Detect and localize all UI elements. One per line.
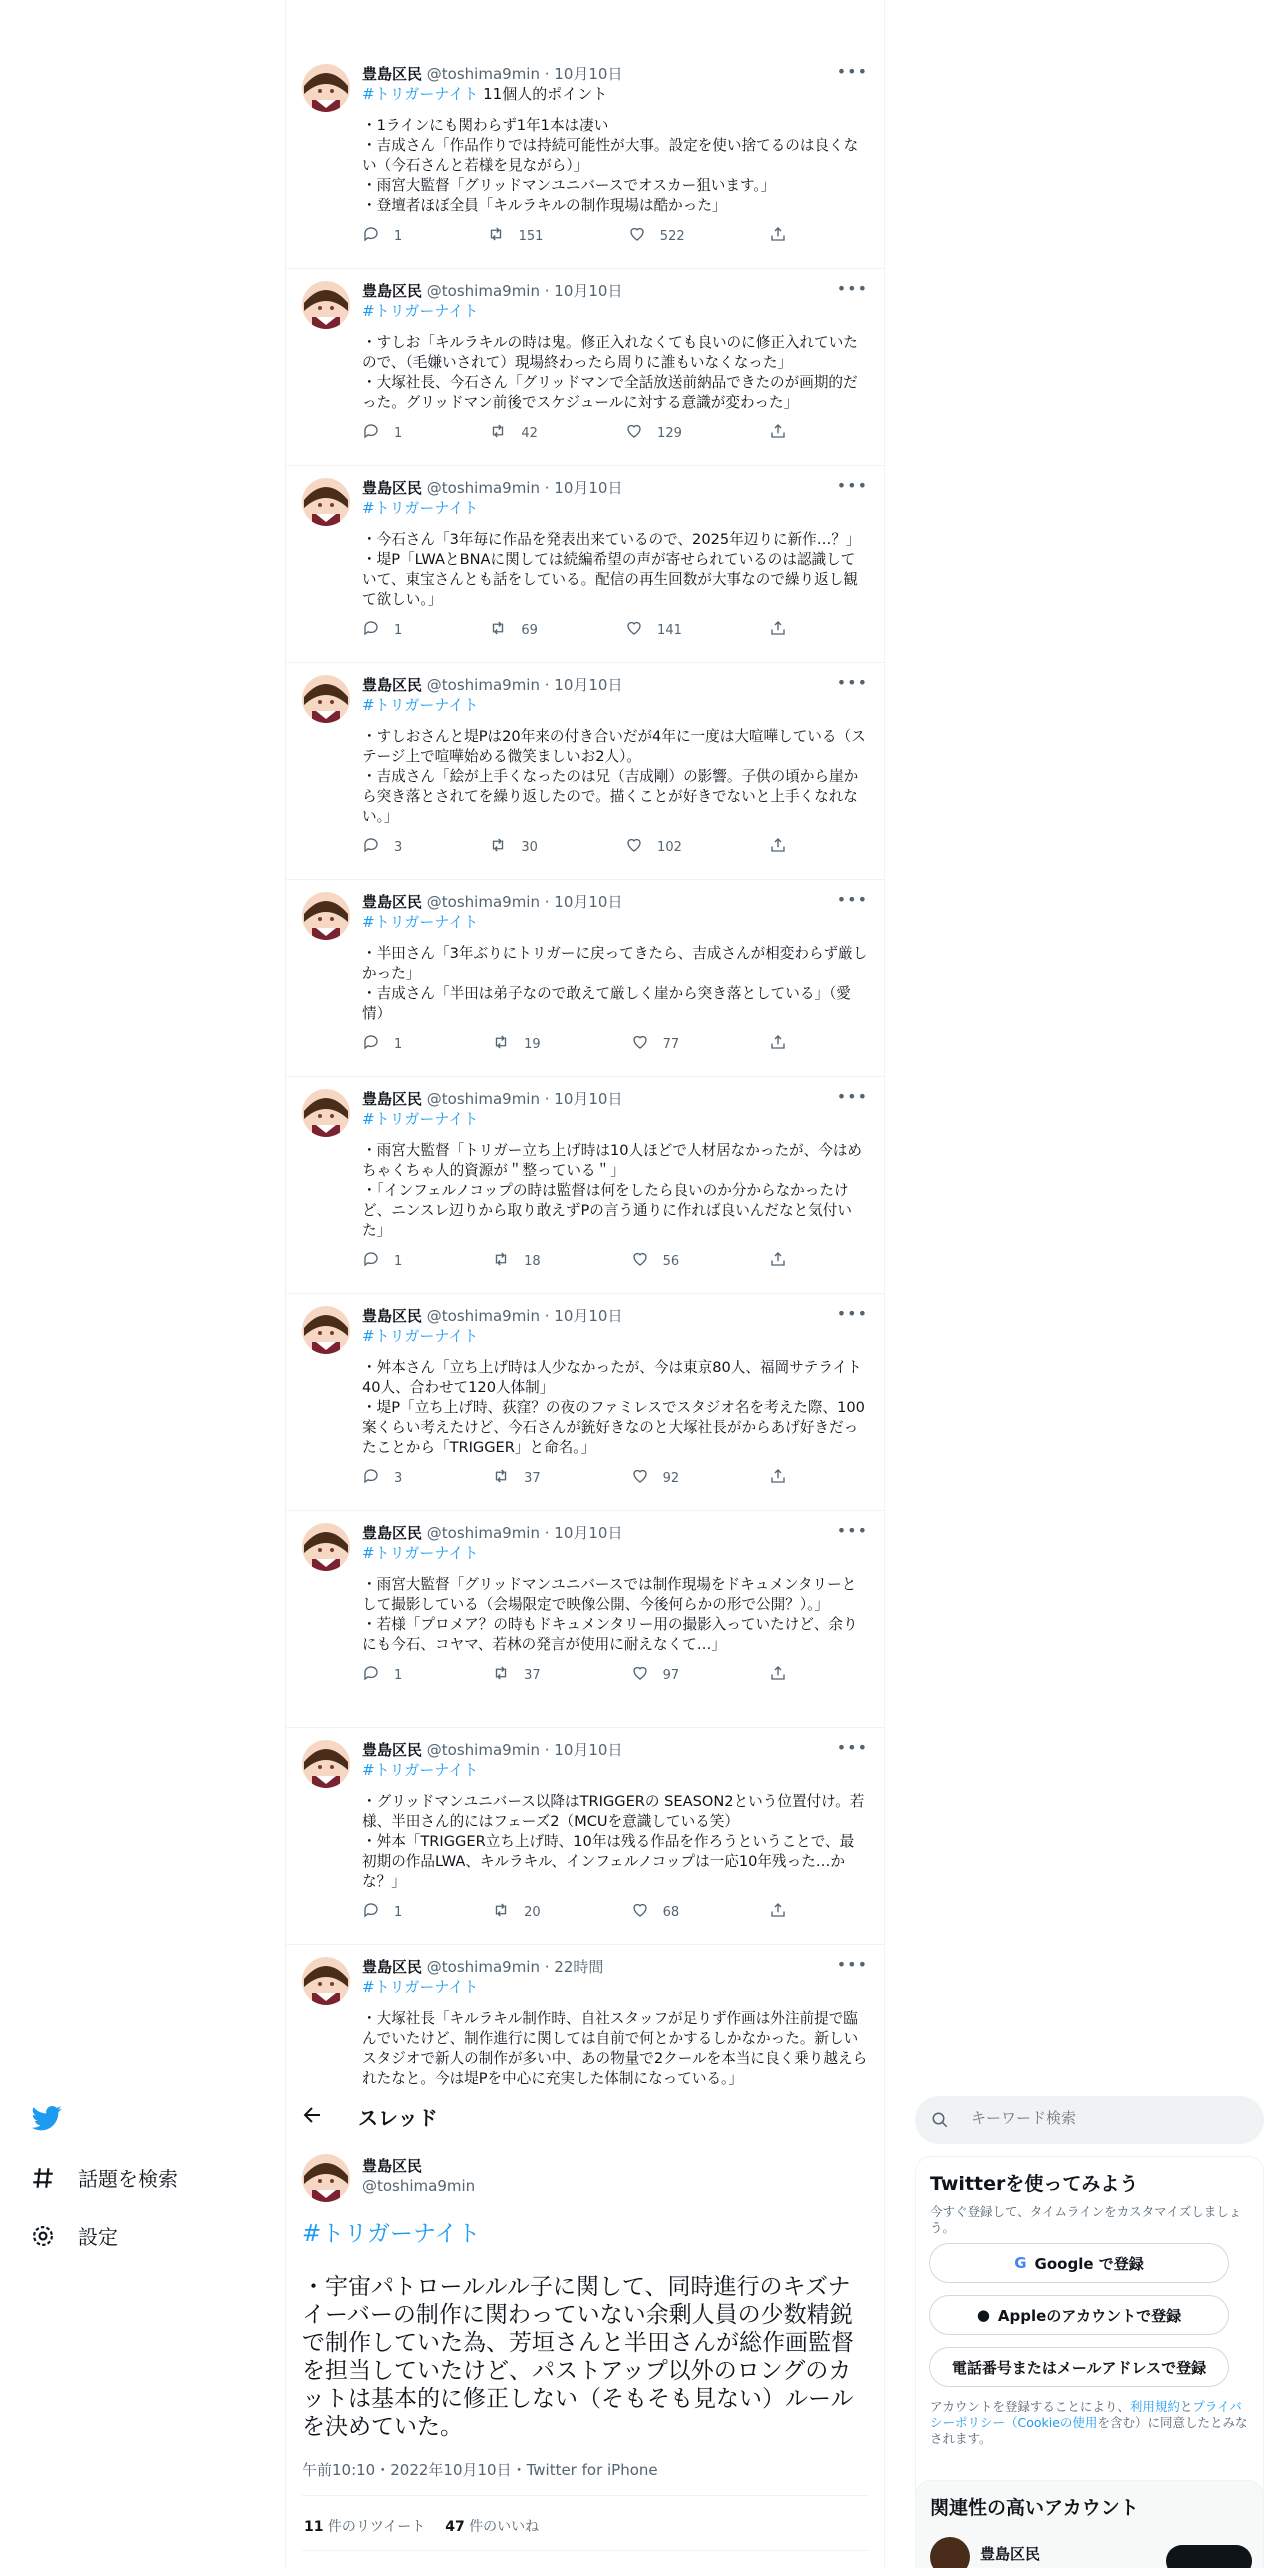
- tweet-actions: [362, 1034, 787, 1054]
- avatar[interactable]: [302, 675, 350, 723]
- author-handle[interactable]: @toshima9min: [362, 2177, 476, 2195]
- tweet-text: ・すしおさんと堤Pは20年来の付き合いだが4年に一度は大喧嘩している（ステージ上で喧嘩始める微笑ましいお2人）。 ・吉成さん「絵が上手くなったのは兄（吉成剛）の影響。子供の頃から崖から突き落とされてを繰り返したので。描くことが好きでないと上手くなれない。」: [362, 728, 866, 825]
- hashtag-link[interactable]: #トリガーナイト: [362, 1327, 479, 1345]
- retweet-button[interactable]: [492, 1901, 541, 1923]
- tweet-actions: [362, 1665, 787, 1685]
- retweet-count: 19: [524, 1036, 541, 1052]
- search-icon: [931, 2111, 949, 2133]
- google-signup-button[interactable]: G Google で登録: [929, 2243, 1229, 2283]
- share-button[interactable]: [769, 1033, 787, 1055]
- tweet-text: ・グリッドマンユニバース以降はTRIGGERの SEASON2という位置付け。若様、半田さん的にはフェーズ2（MCUを意識している笑） ・舛本「TRIGGER立ち上げ時、10年は残る作品を作ろうということで、最初期の作品LWA、キルラキル、インフェルノコップは一応10年残った…かな？」: [362, 1793, 865, 1890]
- like-button[interactable]: [625, 422, 682, 444]
- tweet-date[interactable]: 10月10日: [554, 1307, 623, 1325]
- thread-header: [286, 2088, 884, 2145]
- tweet[interactable]: [286, 1294, 884, 1511]
- tweet-text: ・1ラインにも関わらず1年1本は凄い ・吉成さん「作品作りでは持続可能性が大事。設定を使い捨てるのは良くない（今石さんと若様を見ながら）」 ・雨宮大監督「グリッドマンユニバースでオスカー狙います。」 ・登壇者ほぼ全員「キルラキルの制作現場は酷かった」: [362, 117, 859, 214]
- retweet-stat[interactable]: 11 件のリツイート: [304, 2519, 426, 2535]
- nav-explore[interactable]: [30, 2163, 178, 2192]
- tweet-body: [362, 1523, 868, 1685]
- reply-count: 3: [394, 839, 403, 855]
- tweet-date[interactable]: 10月10日: [554, 1524, 623, 1542]
- tweet[interactable]: [286, 269, 884, 466]
- share-icon: [769, 1467, 787, 1489]
- share-button[interactable]: [769, 422, 787, 444]
- tweet-body: [362, 1740, 868, 1922]
- tweet-text: ・すしお「キルラキルの時は鬼。修正入れなくても良いのに修正入れていたので、（毛嫌いされて）現場終わったら周りに誰もいなくなった」 ・大塚社長、今石さん「グリッドマンで全話放送前納品できたのが画期的だった。グリッドマン前後でスケジュールに対する意識が変わった」: [362, 334, 858, 411]
- author-handle[interactable]: @toshima9min: [426, 676, 540, 694]
- tweet-body: [362, 64, 868, 246]
- retweet-count: 151: [518, 228, 544, 244]
- share-button[interactable]: [769, 1250, 787, 1272]
- like-button[interactable]: [631, 1250, 680, 1272]
- author-name[interactable]: 豊島区民: [362, 1307, 423, 1325]
- heart-icon: [625, 422, 643, 444]
- hashtag-link[interactable]: #トリガーナイト: [362, 913, 479, 931]
- tweet-body: [362, 1306, 868, 1488]
- tweet[interactable]: [286, 1728, 884, 1945]
- retweet-button[interactable]: [489, 836, 538, 858]
- like-count: 141: [657, 622, 682, 638]
- retweet-icon: [489, 836, 507, 858]
- follow-button[interactable]: [1166, 2545, 1252, 2568]
- share-icon: [769, 1033, 787, 1055]
- tweet-header: 豊島区民 @toshima9min · 10月10日 •••: [362, 1087, 868, 1108]
- apple-icon: ●: [976, 2306, 990, 2324]
- tweet-date[interactable]: 10月10日: [554, 1090, 623, 1108]
- phone-signup-button[interactable]: 電話番号またはメールアドレスで登録: [929, 2347, 1229, 2387]
- avatar[interactable]: [302, 1306, 350, 1354]
- more-icon[interactable]: •••: [836, 279, 868, 298]
- reply-count: 1: [394, 425, 403, 441]
- tweet-body: [362, 478, 868, 640]
- heart-icon: [631, 1250, 649, 1272]
- reply-icon: [362, 1250, 380, 1272]
- avatar[interactable]: [302, 281, 350, 329]
- retweet-button[interactable]: [492, 1033, 541, 1055]
- hashtag-line: [362, 498, 868, 518]
- page-title: スレッド: [358, 2106, 438, 2130]
- more-icon[interactable]: •••: [836, 1521, 868, 1540]
- author-handle[interactable]: @toshima9min: [426, 282, 540, 300]
- like-button[interactable]: [625, 619, 682, 641]
- share-icon: [769, 1250, 787, 1272]
- nav-settings-label: 設定: [78, 2225, 118, 2249]
- reply-button[interactable]: [362, 1033, 402, 1055]
- reply-count: 3: [394, 1470, 403, 1486]
- tweet-body: [362, 281, 868, 443]
- reply-button[interactable]: [362, 1664, 402, 1686]
- reply-button[interactable]: [362, 1467, 402, 1489]
- heart-icon: [631, 1033, 649, 1055]
- tweet-actions: [362, 226, 787, 246]
- tweet[interactable]: [286, 663, 884, 880]
- reply-icon: [362, 836, 380, 858]
- reply-button[interactable]: [362, 422, 402, 444]
- tweet-text: ・舛本さん「立ち上げ時は人少なかったが、今は東京80人、福岡サテライト40人、合わせて120人体制」 ・堤P「立ち上げ時、荻窪？の夜のファミレスでスタジオ名を考えた際、100案くらい考えたけど、今石さんが銃好きなのと大塚社長がからあげ好きだったことから「TRIGGER」と命名。」: [362, 1359, 865, 1456]
- more-icon[interactable]: •••: [836, 673, 868, 692]
- tweet-actions: [362, 837, 787, 857]
- reply-count: 1: [394, 1253, 403, 1269]
- heart-icon: [631, 1664, 649, 1686]
- retweet-button[interactable]: [492, 1664, 541, 1686]
- tweet-header: 豊島区民 @toshima9min · 10月10日 •••: [362, 1304, 868, 1325]
- retweet-button[interactable]: [492, 1467, 541, 1489]
- tweet-actions: [362, 423, 787, 443]
- author-name[interactable]: 豊島区民: [362, 893, 423, 911]
- tweet-date[interactable]: 10月10日: [554, 676, 623, 694]
- reply-icon: [362, 225, 380, 247]
- reply-icon: [362, 1033, 380, 1055]
- like-button[interactable]: [631, 1033, 680, 1055]
- retweet-icon: [487, 225, 505, 247]
- like-button[interactable]: [628, 225, 685, 247]
- more-icon[interactable]: •••: [836, 890, 868, 909]
- tweet-header: 豊島区民 @toshima9min · 10月10日 •••: [362, 62, 868, 83]
- engagement-stats: [304, 2516, 539, 2536]
- like-count: 68: [662, 1904, 680, 1920]
- related-avatar[interactable]: [930, 2537, 970, 2568]
- more-icon[interactable]: •••: [836, 62, 868, 81]
- more-icon[interactable]: •••: [836, 1738, 868, 1757]
- share-button[interactable]: [769, 619, 787, 641]
- tweet-date[interactable]: 10月10日: [554, 282, 623, 300]
- retweet-count: 18: [524, 1253, 541, 1269]
- retweet-icon: [489, 422, 507, 444]
- right-sidebar: [885, 2088, 1284, 2568]
- hashtag-line: [362, 1977, 868, 1997]
- tweet-actions: [362, 1902, 787, 1922]
- retweet-button[interactable]: [487, 225, 544, 247]
- reply-count: 1: [394, 1667, 403, 1683]
- avatar[interactable]: [302, 1523, 350, 1571]
- tweet-header: 豊島区民 @toshima9min · 22時間 •••: [362, 1955, 868, 1976]
- tweet-header: 豊島区民 @toshima9min · 10月10日 •••: [362, 279, 868, 300]
- twitter-logo-icon[interactable]: [32, 2103, 62, 2133]
- hashtag-link[interactable]: #トリガーナイト: [362, 696, 479, 714]
- author-handle[interactable]: @toshima9min: [426, 65, 540, 83]
- reply-count: 1: [394, 622, 403, 638]
- hashtag-link[interactable]: #トリガーナイト: [362, 1544, 479, 1562]
- retweet-icon: [492, 1467, 510, 1489]
- share-button[interactable]: [769, 1901, 787, 1923]
- author-handle[interactable]: @toshima9min: [426, 1741, 540, 1759]
- hashtag-link[interactable]: #トリガーナイト: [362, 1110, 479, 1128]
- left-sidebar: [0, 0, 285, 2568]
- signup-title: Twitterを使ってみよう: [930, 2173, 1139, 2195]
- tweet[interactable]: [286, 1945, 884, 2088]
- like-count: 92: [662, 1470, 680, 1486]
- more-icon[interactable]: •••: [836, 476, 868, 495]
- back-arrow-icon[interactable]: [300, 2103, 328, 2131]
- tweet-header: 豊島区民 @toshima9min · 10月10日 •••: [362, 890, 868, 911]
- reply-count: 1: [394, 228, 403, 244]
- retweet-icon: [492, 1901, 510, 1923]
- tweet-header: 豊島区民 @toshima9min · 10月10日 •••: [362, 1521, 868, 1542]
- like-button[interactable]: [631, 1901, 680, 1923]
- tweet-body: [362, 1957, 868, 2088]
- tweet-text: ・宇宙パトロールルル子に関して、同時進行のキズナイーバーの制作に関わっていない余剰人員の少数精鋭で制作していた為、芳垣さんと半田さんが総作画監督を担当していたけど、パストアップ以外のロングのカットは基本的に修正しない（そもそも見ない）ルールを決めていた。: [302, 2274, 854, 2440]
- tweet-header: 豊島区民 @toshima9min · 10月10日 •••: [362, 673, 868, 694]
- avatar[interactable]: [302, 2154, 350, 2202]
- tweet[interactable]: [286, 466, 884, 663]
- author-handle[interactable]: @toshima9min: [426, 479, 540, 497]
- retweet-count: 30: [521, 839, 538, 855]
- avatar[interactable]: [302, 1740, 350, 1788]
- tweet-date[interactable]: 10月10日: [554, 1741, 623, 1759]
- author-name[interactable]: 豊島区民: [362, 1524, 423, 1542]
- hashtag-link[interactable]: #トリガーナイト: [362, 499, 479, 517]
- share-icon: [769, 619, 787, 641]
- author-name[interactable]: 豊島区民: [362, 1958, 423, 1976]
- heart-icon: [625, 836, 643, 858]
- tweet[interactable]: [286, 880, 884, 1077]
- retweet-button[interactable]: [489, 422, 538, 444]
- related-name[interactable]: 豊島区民: [980, 2545, 1041, 2563]
- author-handle[interactable]: @toshima9min: [426, 1524, 540, 1542]
- retweet-icon: [492, 1664, 510, 1686]
- author-handle[interactable]: @toshima9min: [426, 1958, 540, 1976]
- heart-icon: [625, 619, 643, 641]
- reply-icon: [362, 422, 380, 444]
- related-accounts-card: [915, 2480, 1264, 2568]
- tweet-body: [362, 1089, 868, 1271]
- hashtag-icon: [30, 2165, 56, 2191]
- hashtag-line: [362, 1326, 868, 1346]
- avatar[interactable]: [302, 1957, 350, 2005]
- more-icon[interactable]: •••: [836, 1304, 868, 1323]
- like-button[interactable]: [631, 1467, 680, 1489]
- retweet-count: 37: [524, 1470, 541, 1486]
- hashtag-line: [362, 1109, 868, 1129]
- tweet-body: [362, 892, 868, 1054]
- like-count: 129: [657, 425, 682, 441]
- like-stat[interactable]: 47 件のいいね: [445, 2519, 540, 2535]
- related-title: 関連性の高いアカウント: [930, 2497, 1139, 2519]
- nav-settings[interactable]: [30, 2221, 118, 2250]
- share-icon: [769, 1901, 787, 1923]
- hashtag-link[interactable]: #トリガーナイト: [362, 302, 479, 320]
- retweet-count: 69: [521, 622, 538, 638]
- author-name[interactable]: 豊島区民: [362, 1741, 423, 1759]
- share-button[interactable]: [769, 225, 787, 247]
- like-count: 522: [659, 228, 685, 244]
- author-handle[interactable]: @toshima9min: [426, 1090, 540, 1108]
- tweet-date[interactable]: 10月10日: [554, 893, 623, 911]
- tweet-date[interactable]: 22時間: [554, 1958, 604, 1976]
- tweet-text: ・今石さん「3年毎に作品を発表出来ているので、2025年辺りに新作…？」 ・堤P「LWAとBNAに関しては続編希望の声が寄せられているのは認識していて、東宝さんとも話をしている。配信の再生回数が大事なので繰り返し観て欲しい。」: [362, 531, 861, 608]
- hashtag-suffix: 11個人的ポイント: [478, 85, 608, 103]
- avatar[interactable]: [302, 1089, 350, 1137]
- share-icon: [769, 225, 787, 247]
- hashtag-line: [362, 301, 868, 321]
- main-column: [285, 0, 885, 2568]
- author-name[interactable]: 豊島区民: [362, 65, 423, 83]
- terms-link[interactable]: 利用規約: [1129, 2399, 1180, 2414]
- author-handle[interactable]: @toshima9min: [426, 1307, 540, 1325]
- hashtag-line: [362, 1543, 868, 1563]
- tweet[interactable]: [286, 52, 884, 269]
- avatar[interactable]: [302, 892, 350, 940]
- privacy-link[interactable]: プライバシーポリシー（Cookieの使用: [930, 2399, 1242, 2430]
- reply-button[interactable]: [362, 619, 402, 641]
- reply-icon: [362, 1901, 380, 1923]
- retweet-icon: [492, 1250, 510, 1272]
- search-box[interactable]: [915, 2096, 1264, 2144]
- tweet-actions: [362, 1251, 787, 1271]
- tweet-text: ・大塚社長「キルラキル制作時、自社スタッフが足りず作画は外注前提で臨んでいたけど、制作進行に関しては自前で何とかするしかなかった。新しいスタジオで新人の制作が多い中、あの物量で2クールを本当に良く乗り越えられたなと。今は堤Pを中心に充実した体制になっている。」: [362, 2010, 868, 2087]
- tweet-body: [362, 675, 868, 857]
- apple-signup-button[interactable]: ● Appleのアカウントで登録: [929, 2295, 1229, 2335]
- retweet-icon: [489, 619, 507, 641]
- author-name[interactable]: 豊島区民: [362, 479, 423, 497]
- like-button[interactable]: [625, 836, 682, 858]
- hashtag-link[interactable]: #トリガーナイト: [362, 1978, 479, 1996]
- retweet-button[interactable]: [489, 619, 538, 641]
- retweet-button[interactable]: [492, 1250, 541, 1272]
- tweet-text: ・半田さん「3年ぶりにトリガーに戻ってきたら、吉成さんが相変わらず厳しかった」 ・吉成さん「半田は弟子なので敢えて厳しく崖から突き落としている」（愛情）: [362, 945, 868, 1022]
- share-icon: [769, 422, 787, 444]
- share-icon: [769, 836, 787, 858]
- reply-count: 1: [394, 1904, 403, 1920]
- heart-icon: [628, 225, 646, 247]
- terms-text: アカウントを登録することにより、利用規約とプライバシーポリシー（Cookieの使用を含む）に同意したとみなされます。: [930, 2399, 1248, 2446]
- heart-icon: [631, 1467, 649, 1489]
- signup-desc: 今すぐ登録して、タイムラインをカスタマイズしましょう。: [930, 2204, 1242, 2235]
- hashtag-line: [362, 695, 868, 715]
- reply-icon: [362, 1467, 380, 1489]
- retweet-count: 20: [524, 1904, 541, 1920]
- hashtag-line: [362, 912, 868, 932]
- author-name[interactable]: 豊島区民: [362, 2157, 423, 2175]
- like-count: 102: [657, 839, 682, 855]
- reply-button[interactable]: [362, 1250, 402, 1272]
- tweet[interactable]: [286, 1511, 884, 1728]
- retweet-count: 37: [524, 1667, 541, 1683]
- like-button[interactable]: [631, 1664, 680, 1686]
- reply-button[interactable]: [362, 1901, 402, 1923]
- reply-button[interactable]: [362, 225, 402, 247]
- more-icon[interactable]: •••: [836, 1955, 868, 1974]
- reply-count: 1: [394, 1036, 403, 1052]
- tweet[interactable]: [286, 1077, 884, 1294]
- hashtag-line: [362, 1760, 868, 1780]
- tweet-text: ・雨宮大監督「トリガー立ち上げ時は10人ほどで人材居なかったが、今はめちゃくちゃ人的資源が＂整っている＂」 ・「インフェルノコップの時は監督は何をしたら良いのか分からなかったけど、ニンスレ辺りから取り敢えずPの言う通りに作れば良いんだなと気付いた」: [362, 1142, 863, 1239]
- hashtag-link[interactable]: #トリガーナイト: [362, 85, 479, 103]
- author-name[interactable]: 豊島区民: [362, 282, 423, 300]
- tweet-header: 豊島区民 @toshima9min · 10月10日 •••: [362, 476, 868, 497]
- tweet-actions: [362, 620, 787, 640]
- focused-tweet: [286, 2088, 884, 2568]
- like-count: 56: [662, 1253, 680, 1269]
- avatar[interactable]: [302, 478, 350, 526]
- gear-icon: [30, 2223, 56, 2249]
- hashtag-line: [362, 84, 868, 104]
- google-icon: G: [1014, 2254, 1027, 2272]
- avatar[interactable]: [302, 64, 350, 112]
- heart-icon: [631, 1901, 649, 1923]
- share-icon: [769, 1664, 787, 1686]
- reply-icon: [362, 619, 380, 641]
- retweet-count: 42: [521, 425, 538, 441]
- share-button[interactable]: [769, 1664, 787, 1686]
- top-bar: [286, 0, 884, 52]
- tweet-meta[interactable]: 午前10:10・2022年10月10日・Twitter for iPhone: [302, 2461, 658, 2479]
- reply-icon: [362, 1664, 380, 1686]
- more-icon[interactable]: •••: [836, 1087, 868, 1106]
- like-count: 97: [662, 1667, 680, 1683]
- share-button[interactable]: [769, 836, 787, 858]
- search-input[interactable]: [971, 2109, 1231, 2127]
- hashtag-link[interactable]: #トリガーナイト: [362, 1761, 479, 1779]
- tweet-date[interactable]: 10月10日: [554, 479, 623, 497]
- thread-list: [286, 52, 884, 2088]
- tweet-header: 豊島区民 @toshima9min · 10月10日 •••: [362, 1738, 868, 1759]
- tweet-actions: [362, 1468, 787, 1488]
- reply-button[interactable]: [362, 836, 402, 858]
- hashtag-link[interactable]: #トリガーナイト: [302, 2221, 481, 2247]
- share-button[interactable]: [769, 1467, 787, 1489]
- tweet-text: ・雨宮大監督「グリッドマンユニバースでは制作現場をドキュメンタリーとして撮影している（会場限定で映像公開、今後何らかの形で公開？）。」 ・若様「プロメア？の時もドキュメンタリー用の撮影入っていたけど、余りにも今石、コヤマ、若林の発言が使用に耐えなくて…」: [362, 1576, 858, 1653]
- retweet-icon: [492, 1033, 510, 1055]
- nav-explore-label: 話題を検索: [78, 2167, 178, 2191]
- author-name[interactable]: 豊島区民: [362, 676, 423, 694]
- author-name[interactable]: 豊島区民: [362, 1090, 423, 1108]
- like-count: 77: [662, 1036, 680, 1052]
- tweet-date[interactable]: 10月10日: [554, 65, 623, 83]
- author-handle[interactable]: @toshima9min: [426, 893, 540, 911]
